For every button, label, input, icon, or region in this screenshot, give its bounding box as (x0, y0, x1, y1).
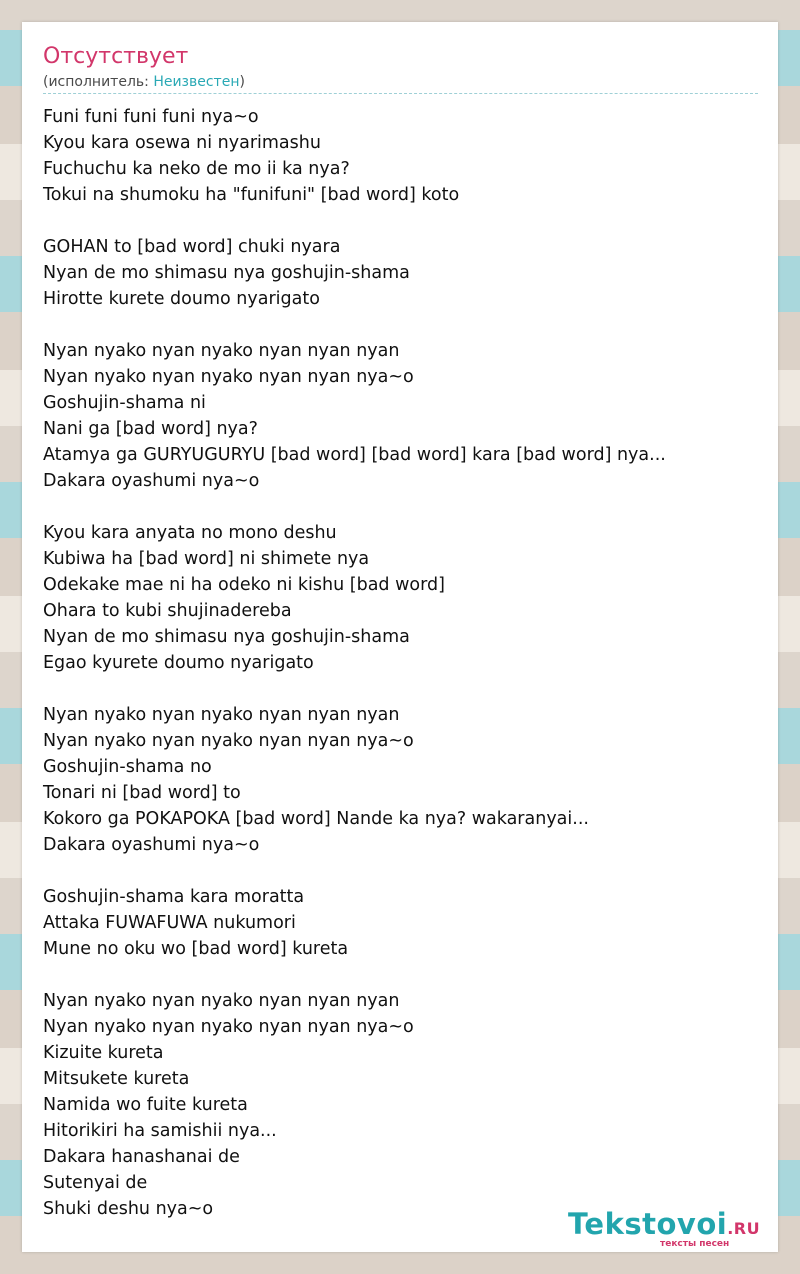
lyric-line: Kokoro ga POKAPOKA [bad word] Nande ka nya? wakaranyai... (43, 809, 589, 829)
lyric-line: GOHAN to [bad word] chuki nyara (43, 237, 341, 257)
song-title: Отсутствует (43, 44, 189, 69)
artist-link[interactable]: Неизвестен (153, 74, 240, 90)
lyric-line: Goshujin-shama no (43, 757, 212, 777)
lyric-line: Nyan de mo shimasu nya goshujin-shama (43, 263, 410, 283)
lyric-line: Tokui na shumoku ha "funifuni" [bad word] koto (43, 185, 460, 205)
lyric-line: Goshujin-shama kara moratta (43, 887, 305, 907)
lyric-line: Nyan de mo shimasu nya goshujin-shama (43, 627, 410, 647)
lyric-line: Goshujin-shama ni (43, 393, 206, 413)
artist-suffix: ) (239, 74, 245, 90)
lyric-line: Funi funi funi funi nya~o (43, 107, 259, 127)
lyric-line: Nyan nyako nyan nyako nyan nyan nyan (43, 705, 400, 725)
stanza-break (43, 494, 763, 520)
lyric-line: Fuchuchu ka neko de mo ii ka nya? (43, 159, 350, 179)
lyric-line: Mitsukete kureta (43, 1069, 190, 1089)
lyric-line: Attaka FUWAFUWA nukumori (43, 913, 296, 933)
lyric-line: Hirotte kurete doumo nyarigato (43, 289, 320, 309)
stanza-break (43, 858, 763, 884)
lyric-line: Kizuite kureta (43, 1043, 164, 1063)
lyric-line: Nyan nyako nyan nyako nyan nyan nya~o (43, 731, 414, 751)
lyric-line: Ohara to kubi shujinadereba (43, 601, 292, 621)
lyric-line: Tonari ni [bad word] to (43, 783, 241, 803)
lyric-line: Dakara oyashumi nya~o (43, 835, 260, 855)
lyric-line: Nyan nyako nyan nyako nyan nyan nya~o (43, 367, 414, 387)
lyric-line: Shuki deshu nya~o (43, 1199, 214, 1219)
lyrics-text (43, 104, 763, 1222)
stanza-break (43, 312, 763, 338)
logo-name: Tekstovoi (568, 1207, 728, 1241)
lyric-line: Nyan nyako nyan nyako nyan nyan nyan (43, 991, 400, 1011)
stanza-break (43, 208, 763, 234)
lyric-line: Hitorikiri ha samishii nya... (43, 1121, 277, 1141)
lyric-line: Odekake mae ni ha odeko ni kishu [bad word] (43, 575, 445, 595)
lyric-line: Nani ga [bad word] nya? (43, 419, 258, 439)
lyric-line: Nyan nyako nyan nyako nyan nyan nyan (43, 341, 400, 361)
lyric-line: Kyou kara anyata no mono deshu (43, 523, 337, 543)
lyrics-card (22, 22, 778, 1252)
logo-tld: .RU (727, 1219, 761, 1238)
lyric-line: Nyan nyako nyan nyako nyan nyan nya~o (43, 1017, 414, 1037)
lyric-line: Dakara oyashumi nya~o (43, 471, 260, 491)
lyric-line: Kubiwa ha [bad word] ni shimete nya (43, 549, 370, 569)
dashed-divider (43, 93, 758, 94)
artist-line (43, 73, 245, 91)
lyric-line: Atamya ga GURYUGURYU [bad word] [bad word] kara [bad word] nya... (43, 445, 666, 465)
lyric-line: Sutenyai de (43, 1173, 148, 1193)
lyric-line: Dakara hanashanai de (43, 1147, 240, 1167)
lyric-line: Mune no oku wo [bad word] kureta (43, 939, 349, 959)
artist-prefix: (исполнитель: (43, 74, 154, 90)
lyric-line: Namida wo fuite kureta (43, 1095, 248, 1115)
lyric-line: Egao kyurete doumo nyarigato (43, 653, 314, 673)
lyric-line: Kyou kara osewa ni nyarimashu (43, 133, 321, 153)
stanza-break (43, 962, 763, 988)
logo-tagline: тексты песен (660, 1239, 730, 1249)
stanza-break (43, 676, 763, 702)
